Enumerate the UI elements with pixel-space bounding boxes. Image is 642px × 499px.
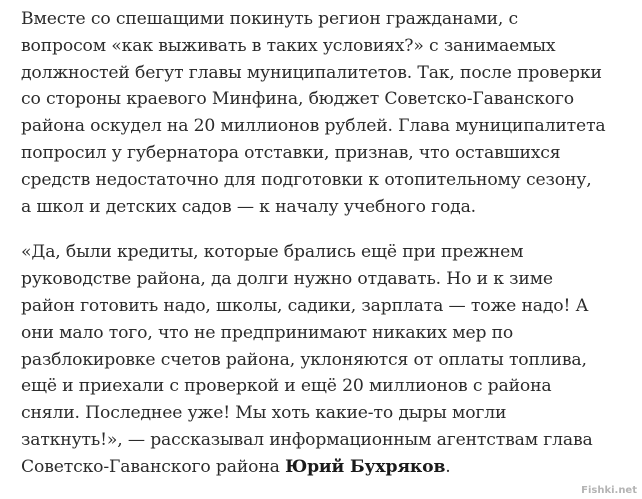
paragraph-line: разблокировке счетов района, уклоняются от оплаты топлива, — [21, 349, 587, 370]
paragraph-1 — [21, 6, 639, 220]
last-line-prefix: Советско-Гаванского района — [21, 456, 286, 477]
paragraph-line: а школ и детских садов — к началу учебного года. — [21, 196, 476, 217]
paragraph-line: средств недостаточно для подготовки к отопительному сезону, — [21, 169, 592, 190]
paragraph-2-quote — [21, 239, 639, 480]
paragraph-line: должностей бегут главы муниципалитетов. Так, после проверки — [21, 62, 602, 83]
article-text — [21, 6, 639, 481]
paragraph-line: попросил у губернатора отставки, признав, что оставшихся — [21, 142, 561, 163]
site-watermark: Fishki.net — [581, 485, 637, 496]
paragraph-line: «Да, были кредиты, которые брались ещё при прежнем — [21, 242, 524, 263]
paragraph-line: руководстве района, да долги нужно отдавать. Но и к зиме — [21, 269, 553, 290]
last-line-suffix: . — [445, 456, 451, 477]
paragraph-line: ещё и приехали с проверкой и ещё 20 миллионов с района — [21, 376, 552, 397]
paragraph-line: Вместе со спешащими покинуть регион гражданами, с — [21, 9, 519, 29]
paragraph-last-line — [21, 454, 639, 481]
paragraph-line: заткнуть!», — рассказывал информационным агентствам глава — [21, 429, 593, 450]
paragraph-line: они мало того, что не предпринимают никаких мер по — [21, 322, 514, 343]
paragraph-line: район готовить надо, школы, садики, зарплата — тоже надо! А — [21, 295, 589, 316]
speaker-name: Юрий Бухряков — [285, 456, 446, 477]
paragraph-line: сняли. Последнее уже! Мы хоть какие-то дыры могли — [21, 403, 507, 424]
paragraph-line: со стороны краевого Минфина, бюджет Советско-Гаванского — [21, 89, 574, 110]
paragraph-line: вопросом «как выживать в таких условиях?» с занимаемых — [21, 35, 556, 56]
paragraph-line: района оскудел на 20 миллионов рублей. Глава муниципалитета — [21, 116, 606, 137]
